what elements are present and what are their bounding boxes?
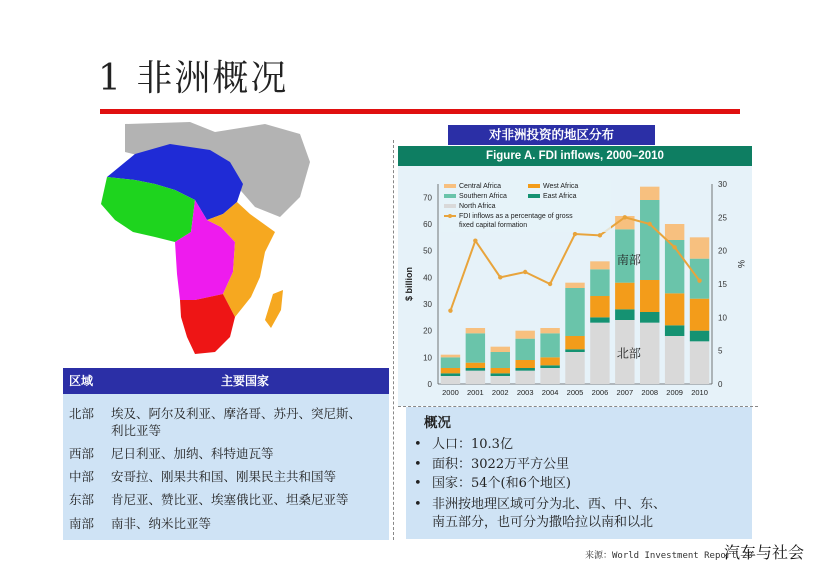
bar-segment [615, 309, 634, 320]
overview-panel [406, 407, 752, 539]
legend-label: fixed capital formation [459, 222, 528, 229]
figure-title: Figure A. FDI inflows, 2000–2010 [398, 146, 752, 166]
bar-segment [640, 187, 659, 200]
bar-segment [491, 347, 510, 352]
bar-segment [590, 317, 609, 322]
legend-label: North Africa [459, 203, 496, 210]
y2-tick-label: 15 [718, 280, 727, 289]
row-countries: 埃及、阿尔及利亚、摩洛哥、苏丹、突尼斯、 [111, 406, 362, 421]
bar-segment [515, 331, 534, 339]
bar-segment [466, 363, 485, 368]
bar-segment [640, 200, 659, 280]
bar-segment [665, 336, 684, 384]
bar-segment [690, 341, 709, 384]
legend-label: Southern Africa [459, 193, 507, 200]
y-tick-label: 50 [423, 246, 432, 256]
y-tick-label: 30 [423, 300, 432, 309]
bar-segment [441, 368, 460, 373]
bar-segment [565, 352, 584, 384]
row-region: 东部 [69, 492, 95, 507]
bar-segment [565, 283, 584, 288]
table-header-countries: 主要国家 [111, 368, 389, 394]
row-region: 西部 [69, 446, 95, 461]
row-countries-continued: 利比亚等 [111, 423, 162, 438]
bar-segment [665, 293, 684, 325]
bar-segment [640, 312, 659, 323]
overview-item-text: 国家：54个(和6个地区) [432, 476, 571, 491]
x-tick-label: 2001 [467, 388, 484, 397]
region-south [180, 294, 235, 354]
overview-item-text: 南五部分，也可分为撒哈拉以南和以北 [432, 515, 654, 530]
legend-label: Central Africa [459, 183, 502, 190]
chart-banner: 对非洲投资的地区分布 [448, 125, 655, 145]
fdi-percentage-point [648, 222, 652, 226]
bar-segment [466, 328, 485, 333]
legend-swatch [444, 184, 456, 188]
fdi-percentage-point [548, 282, 552, 286]
bar-segment [565, 349, 584, 352]
bar-segment [441, 373, 460, 376]
bar-segment [466, 368, 485, 371]
y2-tick-label: 0 [718, 380, 723, 389]
y-tick-label: 40 [423, 273, 432, 283]
overview-item-text: 非洲按地理区域可分为北、西、中、东、 [432, 497, 667, 512]
legend-swatch [444, 204, 456, 208]
source-note: 来源：World Investment Report 20 [585, 551, 753, 561]
legend-swatch [528, 184, 540, 188]
row-countries: 南非、纳米比亚等 [111, 516, 212, 531]
fdi-percentage-point [498, 275, 502, 279]
legend-label: FDI inflows as a percentage of gross [459, 213, 573, 220]
row-countries: 尼日利亚、加纳、科特迪瓦等 [111, 446, 274, 461]
africa-region-map [95, 122, 310, 357]
overview-item-text: 面积：3022万平方公里 [432, 457, 570, 472]
fdi-chart-panel [398, 166, 752, 406]
legend-swatch [444, 194, 456, 198]
fdi-percentage-point [623, 215, 627, 219]
x-tick-label: 2007 [616, 388, 634, 397]
x-tick-label: 2006 [591, 388, 609, 397]
y-tick-label: 20 [423, 326, 432, 336]
bar-segment [640, 280, 659, 312]
bar-segment [590, 269, 609, 296]
x-tick-label: 2005 [566, 388, 584, 397]
row-countries: 肯尼亚、赞比亚、埃塞俄比亚、坦桑尼亚等 [111, 492, 349, 507]
bar-segment [515, 339, 534, 360]
bar-segment [640, 323, 659, 384]
overview-title: 概况 [424, 415, 451, 431]
fdi-percentage-point [473, 238, 477, 242]
bar-segment [515, 371, 534, 384]
bar-segment [515, 360, 534, 368]
x-tick-label: 2010 [691, 388, 708, 397]
y-tick-label: 60 [423, 220, 432, 229]
fdi-percentage-point [697, 278, 701, 282]
overview-item: • 人口：10.3亿 [414, 437, 513, 452]
bar-segment [690, 331, 709, 342]
legend-swatch [528, 194, 540, 198]
bar-segment [590, 296, 609, 317]
madagascar [265, 290, 283, 328]
x-tick-label: 2009 [666, 388, 683, 397]
y-tick-label: 10 [423, 353, 432, 363]
overview-item: • 非洲按地理区域可分为北、西、中、东、 [414, 497, 667, 512]
row-countries: 安哥拉、刚果共和国、刚果民主共和国等 [111, 469, 337, 484]
watermark: 汽车与社会 [724, 543, 805, 562]
x-tick-label: 2004 [541, 388, 559, 397]
y2-tick-label: 5 [718, 346, 723, 356]
y2-tick-label: 10 [718, 313, 727, 323]
row-region: 北部 [69, 406, 95, 421]
bar-segment [690, 299, 709, 331]
fdi-percentage-point [672, 245, 676, 249]
bar-segment [565, 336, 584, 349]
fdi-chart [398, 166, 752, 406]
bar-segment [615, 283, 634, 310]
bar-segment [540, 357, 559, 365]
bar-segment [515, 368, 534, 371]
annotation-south: 南部 [616, 253, 641, 267]
bar-segment [690, 237, 709, 258]
legend-line-marker [448, 214, 452, 218]
bar-segment [590, 323, 609, 384]
row-region: 中部 [69, 469, 95, 484]
fdi-percentage-point [523, 270, 527, 274]
bar-segment [590, 261, 609, 269]
bar-segment [540, 368, 559, 384]
x-tick-label: 2003 [516, 388, 534, 397]
y2-axis-label: % [736, 259, 746, 269]
region-table [63, 368, 389, 540]
bar-segment [491, 368, 510, 373]
bar-segment [540, 333, 559, 357]
title-underline [100, 109, 740, 114]
y2-tick-label: 25 [718, 213, 727, 223]
overview-item: • 面积：3022万平方公里 [414, 457, 570, 472]
x-tick-label: 2008 [641, 388, 659, 397]
row-region: 南部 [69, 516, 95, 531]
fdi-percentage-point [598, 233, 602, 237]
x-tick-label: 2000 [442, 388, 459, 397]
bar-segment [466, 333, 485, 362]
bar-segment [540, 365, 559, 368]
overview-item-text: 人口：10.3亿 [432, 437, 513, 452]
legend-label: East Africa [543, 193, 577, 200]
x-tick-label: 2002 [491, 388, 509, 397]
y2-tick-label: 30 [718, 180, 727, 189]
annotation-north: 北部 [616, 346, 641, 361]
page-title: 1 非洲概况 [98, 58, 289, 99]
legend-label: West Africa [543, 183, 579, 190]
fdi-percentage-point [573, 232, 577, 236]
fdi-percentage-point [448, 308, 452, 312]
divider-vertical [393, 140, 394, 540]
bar-segment [441, 355, 460, 358]
bar-segment [665, 325, 684, 336]
overview-item-continued [414, 511, 653, 530]
bar-segment [441, 376, 460, 384]
y-tick-label: 0 [427, 380, 432, 389]
bar-segment [491, 352, 510, 368]
bar-segment [466, 371, 485, 384]
bar-segment [441, 357, 460, 368]
table-header-region: 区域 [63, 368, 111, 394]
bar-segment [565, 288, 584, 336]
y-axis-label: $ billion [404, 266, 414, 302]
bar-segment [491, 373, 510, 376]
bar-segment [491, 376, 510, 384]
overview-item: • 国家：54个(和6个地区) [414, 476, 571, 491]
bar-segment [540, 328, 559, 333]
y2-tick-label: 20 [718, 246, 727, 256]
bar-segment [665, 224, 684, 240]
y-tick-label: 70 [423, 193, 432, 203]
